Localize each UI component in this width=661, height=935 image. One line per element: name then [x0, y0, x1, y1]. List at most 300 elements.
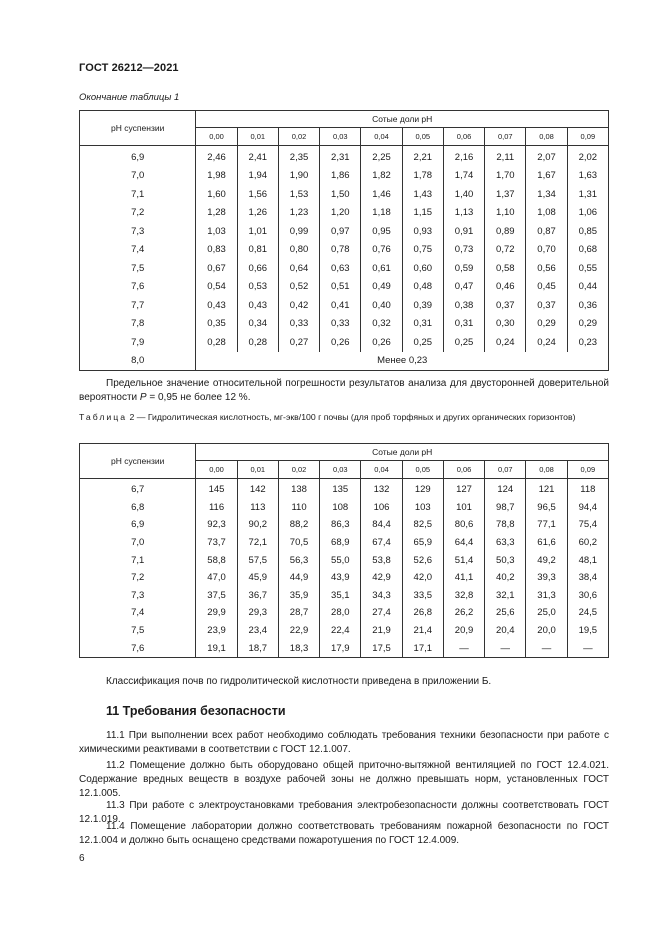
table1-value-cell: 0,85	[567, 222, 608, 241]
table1-value-cell: 0,30	[485, 315, 526, 334]
table2-value-cell: 80,6	[443, 516, 484, 534]
table1-subcol-header: 0,06	[443, 128, 484, 146]
table1-value-cell: 0,29	[567, 315, 608, 334]
table2-value-cell: 98,7	[485, 499, 526, 517]
table2-value-cell: 18,3	[278, 639, 319, 657]
paragraph-11-1-text: 11.1 При выполнении всех работ необходимо соблюдать требования техники безопасности при работе с химическими реактивами в соответствии с ГОСТ 12.1.007.	[79, 730, 609, 755]
table2-subcol-header: 0,08	[526, 461, 567, 479]
table2-value-cell: 28,0	[320, 604, 361, 622]
table2-value-cell: 18,7	[237, 639, 278, 657]
table1-value-cell: 2,07	[526, 146, 567, 167]
table1-value-cell: 0,99	[278, 222, 319, 241]
table2-subcol-header: 0,00	[196, 461, 237, 479]
table2-value-cell: 32,1	[485, 587, 526, 605]
table2-ph-cell: 7,3	[80, 587, 196, 605]
table1-value-cell: 2,02	[567, 146, 608, 167]
table-row	[80, 278, 609, 297]
table2-value-cell: 27,4	[361, 604, 402, 622]
table2-value-cell: 58,8	[196, 551, 237, 569]
table2-value-cell: 19,5	[567, 622, 608, 640]
table1-value-cell: 2,16	[443, 146, 484, 167]
table2-subcol-header: 0,03	[320, 461, 361, 479]
table1-value-cell: 0,64	[278, 259, 319, 278]
table2-value-cell: 33,5	[402, 587, 443, 605]
table1-value-cell: 1,37	[485, 185, 526, 204]
table2-value-cell: 132	[361, 479, 402, 499]
classification-paragraph: Классификация почв по гидролитической кислотности приведена в приложении Б.	[106, 676, 492, 687]
table1-value-cell: 1,67	[526, 167, 567, 186]
table1-ph-cell: 7,8	[80, 315, 196, 334]
table2-value-cell: 129	[402, 479, 443, 499]
document-header: ГОСТ 26212—2021	[79, 62, 179, 74]
table2-value-cell: 21,4	[402, 622, 443, 640]
table2-value-cell: 23,4	[237, 622, 278, 640]
table-row	[80, 622, 609, 640]
table2-group-header: Сотые доли рН	[196, 444, 609, 461]
table1-subcol-header: 0,00	[196, 128, 237, 146]
table1-value-cell: 0,81	[237, 241, 278, 260]
table1-value-cell: 2,35	[278, 146, 319, 167]
table2-label: Таблица	[79, 412, 128, 422]
table2-value-cell: 113	[237, 499, 278, 517]
table2-ph-cell: 7,6	[80, 639, 196, 657]
table2-value-cell: 34,3	[361, 587, 402, 605]
table-row	[80, 352, 609, 371]
table-row	[80, 146, 609, 167]
table-row	[80, 479, 609, 499]
table2-value-cell: 20,4	[485, 622, 526, 640]
table1-value-cell: 0,63	[320, 259, 361, 278]
table2-ph-header: рН суспензии	[80, 444, 196, 479]
table2-value-cell: 70,5	[278, 534, 319, 552]
table1-value-cell: 1,46	[361, 185, 402, 204]
table1-value-cell: 1,82	[361, 167, 402, 186]
table1-value-cell: 0,68	[567, 241, 608, 260]
table2-value-cell: 21,9	[361, 622, 402, 640]
table1-value-cell: 1,01	[237, 222, 278, 241]
table2-value-cell: 32,8	[443, 587, 484, 605]
table1-value-cell: 0,46	[485, 278, 526, 297]
table1-ph-cell: 7,3	[80, 222, 196, 241]
table1-value-cell: 0,31	[443, 315, 484, 334]
table2-value-cell: 75,4	[567, 516, 608, 534]
table1-value-cell: 1,20	[320, 204, 361, 223]
table1-value-cell: 0,40	[361, 296, 402, 315]
table1-value-cell: 1,03	[196, 222, 237, 241]
table2-caption-text: 2 — Гидролитическая кислотность, мг-экв/100 г почвы (для проб торфяных и других органических горизонтов)	[127, 412, 576, 422]
table1-value-cell: 0,97	[320, 222, 361, 241]
error-paragraph	[79, 377, 609, 405]
table2-value-cell: 23,9	[196, 622, 237, 640]
table1-value-cell: 0,36	[567, 296, 608, 315]
table2-value-cell: 110	[278, 499, 319, 517]
table2-value-cell: 77,1	[526, 516, 567, 534]
table2-value-cell: —	[526, 639, 567, 657]
table1-ph-cell: 7,2	[80, 204, 196, 223]
table2-value-cell: 72,1	[237, 534, 278, 552]
table1-value-cell: 0,72	[485, 241, 526, 260]
paragraph-11-4	[79, 820, 609, 848]
table2-value-cell: 135	[320, 479, 361, 499]
table1-value-cell: 2,31	[320, 146, 361, 167]
table2-value-cell: 84,4	[361, 516, 402, 534]
table2-ph-cell: 6,9	[80, 516, 196, 534]
table1-value-cell: 2,25	[361, 146, 402, 167]
table2-subcol-header: 0,05	[402, 461, 443, 479]
table1-value-cell: 1,43	[402, 185, 443, 204]
table2-value-cell: 67,4	[361, 534, 402, 552]
table1-value-cell: 0,53	[237, 278, 278, 297]
table1-value-cell: 0,37	[526, 296, 567, 315]
table1-value-cell: 0,59	[443, 259, 484, 278]
table1-value-cell: 1,56	[237, 185, 278, 204]
table2-value-cell: 94,4	[567, 499, 608, 517]
table2-value-cell: 47,0	[196, 569, 237, 587]
table1-value-cell: 2,21	[402, 146, 443, 167]
table2-value-cell: 30,6	[567, 587, 608, 605]
table2-value-cell: 64,4	[443, 534, 484, 552]
table1-value-cell: 0,24	[485, 333, 526, 352]
p-symbol: Р	[139, 392, 147, 403]
table1-value-cell: 1,15	[402, 204, 443, 223]
table1-value-cell: 0,93	[402, 222, 443, 241]
table2-value-cell: 88,2	[278, 516, 319, 534]
table1-subcol-header: 0,05	[402, 128, 443, 146]
table-row	[80, 315, 609, 334]
table2-ph-cell: 7,5	[80, 622, 196, 640]
table1-value-cell: 0,24	[526, 333, 567, 352]
paragraph-11-3-text: 11.3 При работе с электроустановками требования электробезопасности должны соответствовать ГОСТ 12.1.019.	[79, 800, 609, 825]
table-row	[80, 167, 609, 186]
table2-value-cell: 28,7	[278, 604, 319, 622]
table1-value-cell: 0,34	[237, 315, 278, 334]
table1-ph-cell: 7,5	[80, 259, 196, 278]
table1-value-cell: 0,58	[485, 259, 526, 278]
table1-value-cell: 2,41	[237, 146, 278, 167]
table1-merged-cell: Менее 0,23	[196, 352, 609, 371]
table2-subcol-header: 0,09	[567, 461, 608, 479]
table1-value-cell: 1,10	[485, 204, 526, 223]
table1-value-cell: 0,61	[361, 259, 402, 278]
table1-ph-cell: 6,9	[80, 146, 196, 167]
table2-subcol-header: 0,01	[237, 461, 278, 479]
table2-value-cell: 53,8	[361, 551, 402, 569]
table1-ph-header: рН суспензии	[80, 111, 196, 146]
table1-value-cell: 0,26	[320, 333, 361, 352]
table1-value-cell: 0,67	[196, 259, 237, 278]
table1-value-cell: 1,18	[361, 204, 402, 223]
table2-value-cell: —	[443, 639, 484, 657]
table2-value-cell: 92,3	[196, 516, 237, 534]
table1-subcol-header: 0,03	[320, 128, 361, 146]
table1-ph-cell: 7,1	[80, 185, 196, 204]
table2-value-cell: 29,3	[237, 604, 278, 622]
table2-value-cell: 35,9	[278, 587, 319, 605]
table1-value-cell: 0,27	[278, 333, 319, 352]
table1-ph-cell: 7,6	[80, 278, 196, 297]
table2-value-cell: 39,3	[526, 569, 567, 587]
table1-value-cell: 1,34	[526, 185, 567, 204]
table2-value-cell: 26,8	[402, 604, 443, 622]
table1-value-cell: 0,29	[526, 315, 567, 334]
table1-value-cell: 0,80	[278, 241, 319, 260]
table2-subcol-header: 0,06	[443, 461, 484, 479]
table1-value-cell: 0,26	[361, 333, 402, 352]
table-row	[80, 296, 609, 315]
table1-value-cell: 0,25	[402, 333, 443, 352]
table2-value-cell: 29,9	[196, 604, 237, 622]
table2-ph-cell: 7,1	[80, 551, 196, 569]
table1-subcol-header: 0,01	[237, 128, 278, 146]
table1-subcol-header: 0,08	[526, 128, 567, 146]
table1-value-cell: 0,73	[443, 241, 484, 260]
table2-subcol-header: 0,07	[485, 461, 526, 479]
table2-value-cell: 106	[361, 499, 402, 517]
table2-value-cell: —	[485, 639, 526, 657]
table2-value-cell: 20,0	[526, 622, 567, 640]
table1-value-cell: 0,23	[567, 333, 608, 352]
table1-value-cell: 0,54	[196, 278, 237, 297]
table1-value-cell: 0,28	[237, 333, 278, 352]
table1-value-cell: 1,86	[320, 167, 361, 186]
table2-value-cell: 17,5	[361, 639, 402, 657]
table2-value-cell: 142	[237, 479, 278, 499]
table2-value-cell: 96,5	[526, 499, 567, 517]
table2-value-cell: 17,1	[402, 639, 443, 657]
table2-value-cell: 48,1	[567, 551, 608, 569]
table2-ph-cell: 7,2	[80, 569, 196, 587]
table1-value-cell: 0,39	[402, 296, 443, 315]
paragraph-11-2	[79, 759, 609, 801]
table2-value-cell: 57,5	[237, 551, 278, 569]
table2-value-cell: 82,5	[402, 516, 443, 534]
table-row	[80, 333, 609, 352]
table2-value-cell: 103	[402, 499, 443, 517]
table2-value-cell: 43,9	[320, 569, 361, 587]
table1-value-cell: 2,11	[485, 146, 526, 167]
table2-value-cell: 51,4	[443, 551, 484, 569]
table-row	[80, 551, 609, 569]
table2-value-cell: 127	[443, 479, 484, 499]
table1-value-cell: 0,43	[237, 296, 278, 315]
table1-value-cell: 1,94	[237, 167, 278, 186]
table1-value-cell: 0,33	[278, 315, 319, 334]
table-row	[80, 499, 609, 517]
table2-value-cell: 37,5	[196, 587, 237, 605]
paragraph-11-4-text: 11.4 Помещение лаборатории должно соответствовать требованиям пожарной безопасности по ГОСТ 12.1.004 и должно быть оснащено средствами пожаротушения по ГОСТ 12.4.009.	[79, 821, 609, 846]
table1-value-cell: 0,78	[320, 241, 361, 260]
table1-value-cell: 1,78	[402, 167, 443, 186]
table2-value-cell: 42,0	[402, 569, 443, 587]
table1-subcol-header: 0,04	[361, 128, 402, 146]
table1-value-cell: 0,47	[443, 278, 484, 297]
table1-value-cell: 0,37	[485, 296, 526, 315]
table2-value-cell: 50,3	[485, 551, 526, 569]
table2-value-cell: 65,9	[402, 534, 443, 552]
table-row	[80, 587, 609, 605]
table2-ph-cell: 7,0	[80, 534, 196, 552]
table2-value-cell: 36,7	[237, 587, 278, 605]
table2-value-cell: 86,3	[320, 516, 361, 534]
table1-value-cell: 1,98	[196, 167, 237, 186]
table2-value-cell: 101	[443, 499, 484, 517]
table2-value-cell: 38,4	[567, 569, 608, 587]
table1-value-cell: 0,33	[320, 315, 361, 334]
table1-value-cell: 0,87	[526, 222, 567, 241]
table2-value-cell: 121	[526, 479, 567, 499]
table1-value-cell: 0,76	[361, 241, 402, 260]
table1-ph-cell: 7,4	[80, 241, 196, 260]
table1-value-cell: 1,90	[278, 167, 319, 186]
table1-value-cell: 0,38	[443, 296, 484, 315]
table1-value-cell: 1,40	[443, 185, 484, 204]
table2-value-cell: 40,2	[485, 569, 526, 587]
table1-value-cell: 0,55	[567, 259, 608, 278]
table2-value-cell: 78,8	[485, 516, 526, 534]
table1-value-cell: 0,43	[196, 296, 237, 315]
table1-value-cell: 1,31	[567, 185, 608, 204]
table1-value-cell: 0,48	[402, 278, 443, 297]
table2-value-cell: 108	[320, 499, 361, 517]
table-row	[80, 604, 609, 622]
table1-value-cell: 0,89	[485, 222, 526, 241]
table2-value-cell: 45,9	[237, 569, 278, 587]
table2-value-cell: —	[567, 639, 608, 657]
table2-value-cell: 52,6	[402, 551, 443, 569]
table2-value-cell: 20,9	[443, 622, 484, 640]
table1-value-cell: 0,56	[526, 259, 567, 278]
table2-value-cell: 19,1	[196, 639, 237, 657]
table1-value-cell: 0,70	[526, 241, 567, 260]
table-row	[80, 639, 609, 657]
table1-subcol-header: 0,07	[485, 128, 526, 146]
table2-value-cell: 73,7	[196, 534, 237, 552]
table1-value-cell: 1,06	[567, 204, 608, 223]
table1-value-cell: 0,45	[526, 278, 567, 297]
table1-value-cell: 0,41	[320, 296, 361, 315]
table2-value-cell: 22,4	[320, 622, 361, 640]
table2-value-cell: 41,1	[443, 569, 484, 587]
table1-value-cell: 0,60	[402, 259, 443, 278]
table1-group-header: Сотые доли рН	[196, 111, 609, 128]
table2-ph-cell: 7,4	[80, 604, 196, 622]
table2-value-cell: 61,6	[526, 534, 567, 552]
table1-value-cell: 0,91	[443, 222, 484, 241]
table1-value-cell: 1,53	[278, 185, 319, 204]
table2-subcol-header: 0,04	[361, 461, 402, 479]
table-row	[80, 204, 609, 223]
paragraph-11-1	[79, 729, 609, 757]
table1-value-cell: 0,51	[320, 278, 361, 297]
table1-value-cell: 1,23	[278, 204, 319, 223]
table2-value-cell: 17,9	[320, 639, 361, 657]
table2	[79, 443, 609, 658]
table1-value-cell: 0,75	[402, 241, 443, 260]
table2-ph-cell: 6,8	[80, 499, 196, 517]
table2-value-cell: 138	[278, 479, 319, 499]
table2-value-cell: 44,9	[278, 569, 319, 587]
table2-value-cell: 26,2	[443, 604, 484, 622]
table-row	[80, 185, 609, 204]
table2-value-cell: 24,5	[567, 604, 608, 622]
table2-value-cell: 35,1	[320, 587, 361, 605]
table1-value-cell: 0,66	[237, 259, 278, 278]
table1-ph-cell: 7,7	[80, 296, 196, 315]
table2-value-cell: 145	[196, 479, 237, 499]
table2-value-cell: 55,0	[320, 551, 361, 569]
table2-value-cell: 90,2	[237, 516, 278, 534]
table2-value-cell: 63,3	[485, 534, 526, 552]
table1-ph-cell: 7,9	[80, 333, 196, 352]
table1-value-cell: 0,35	[196, 315, 237, 334]
table2-value-cell: 49,2	[526, 551, 567, 569]
table1-value-cell: 0,42	[278, 296, 319, 315]
table-row	[80, 241, 609, 260]
table1-value-cell: 0,49	[361, 278, 402, 297]
table1-value-cell: 0,44	[567, 278, 608, 297]
error-text-1: Предельное значение относительной погрешности результатов анализа для двусторонней доверительной вероятности	[79, 378, 609, 403]
table2-value-cell: 22,9	[278, 622, 319, 640]
table1-value-cell: 1,08	[526, 204, 567, 223]
table1-value-cell: 1,74	[443, 167, 484, 186]
table1-value-cell: 1,50	[320, 185, 361, 204]
table1-value-cell: 0,52	[278, 278, 319, 297]
page-number: 6	[79, 853, 85, 864]
table2-ph-cell: 6,7	[80, 479, 196, 499]
table2-value-cell: 42,9	[361, 569, 402, 587]
table-row	[80, 534, 609, 552]
table2-value-cell: 124	[485, 479, 526, 499]
error-text-2: = 0,95 не более 12 %.	[146, 392, 251, 403]
table1	[79, 110, 609, 371]
table2-subcol-header: 0,02	[278, 461, 319, 479]
paragraph-11-2-text: 11.2 Помещение должно быть оборудовано общей приточно-вытяжной вентиляцией по ГОСТ 12.4.021. Содержание вредных веществ в воздухе рабочей зоны не должно превышать норм, установленных ГОСТ 12.1.005.	[79, 760, 609, 799]
table-row	[80, 222, 609, 241]
section-11-title: 11 Требования безопасности	[106, 704, 286, 718]
table1-value-cell: 1,60	[196, 185, 237, 204]
table2-value-cell: 56,3	[278, 551, 319, 569]
table1-ph-cell: 7,0	[80, 167, 196, 186]
table2-value-cell: 31,3	[526, 587, 567, 605]
table1-value-cell: 0,28	[196, 333, 237, 352]
table1-value-cell: 0,32	[361, 315, 402, 334]
table1-value-cell: 1,26	[237, 204, 278, 223]
table-row	[80, 569, 609, 587]
table-row	[80, 259, 609, 278]
table1-value-cell: 1,13	[443, 204, 484, 223]
table2-value-cell: 25,6	[485, 604, 526, 622]
table2-caption	[79, 411, 609, 423]
table1-ph-cell: 8,0	[80, 352, 196, 371]
table1-caption: Окончание таблицы 1	[79, 92, 180, 103]
table1-value-cell: 0,31	[402, 315, 443, 334]
table2-value-cell: 60,2	[567, 534, 608, 552]
table2-value-cell: 25,0	[526, 604, 567, 622]
table2-value-cell: 116	[196, 499, 237, 517]
table1-value-cell: 1,70	[485, 167, 526, 186]
table1-value-cell: 2,46	[196, 146, 237, 167]
table1-value-cell: 1,63	[567, 167, 608, 186]
table1-value-cell: 0,95	[361, 222, 402, 241]
table1-subcol-header: 0,02	[278, 128, 319, 146]
table1-subcol-header: 0,09	[567, 128, 608, 146]
table2-value-cell: 118	[567, 479, 608, 499]
table1-value-cell: 0,25	[443, 333, 484, 352]
table1-value-cell: 1,28	[196, 204, 237, 223]
table2-value-cell: 68,9	[320, 534, 361, 552]
table-row	[80, 516, 609, 534]
table1-value-cell: 0,83	[196, 241, 237, 260]
